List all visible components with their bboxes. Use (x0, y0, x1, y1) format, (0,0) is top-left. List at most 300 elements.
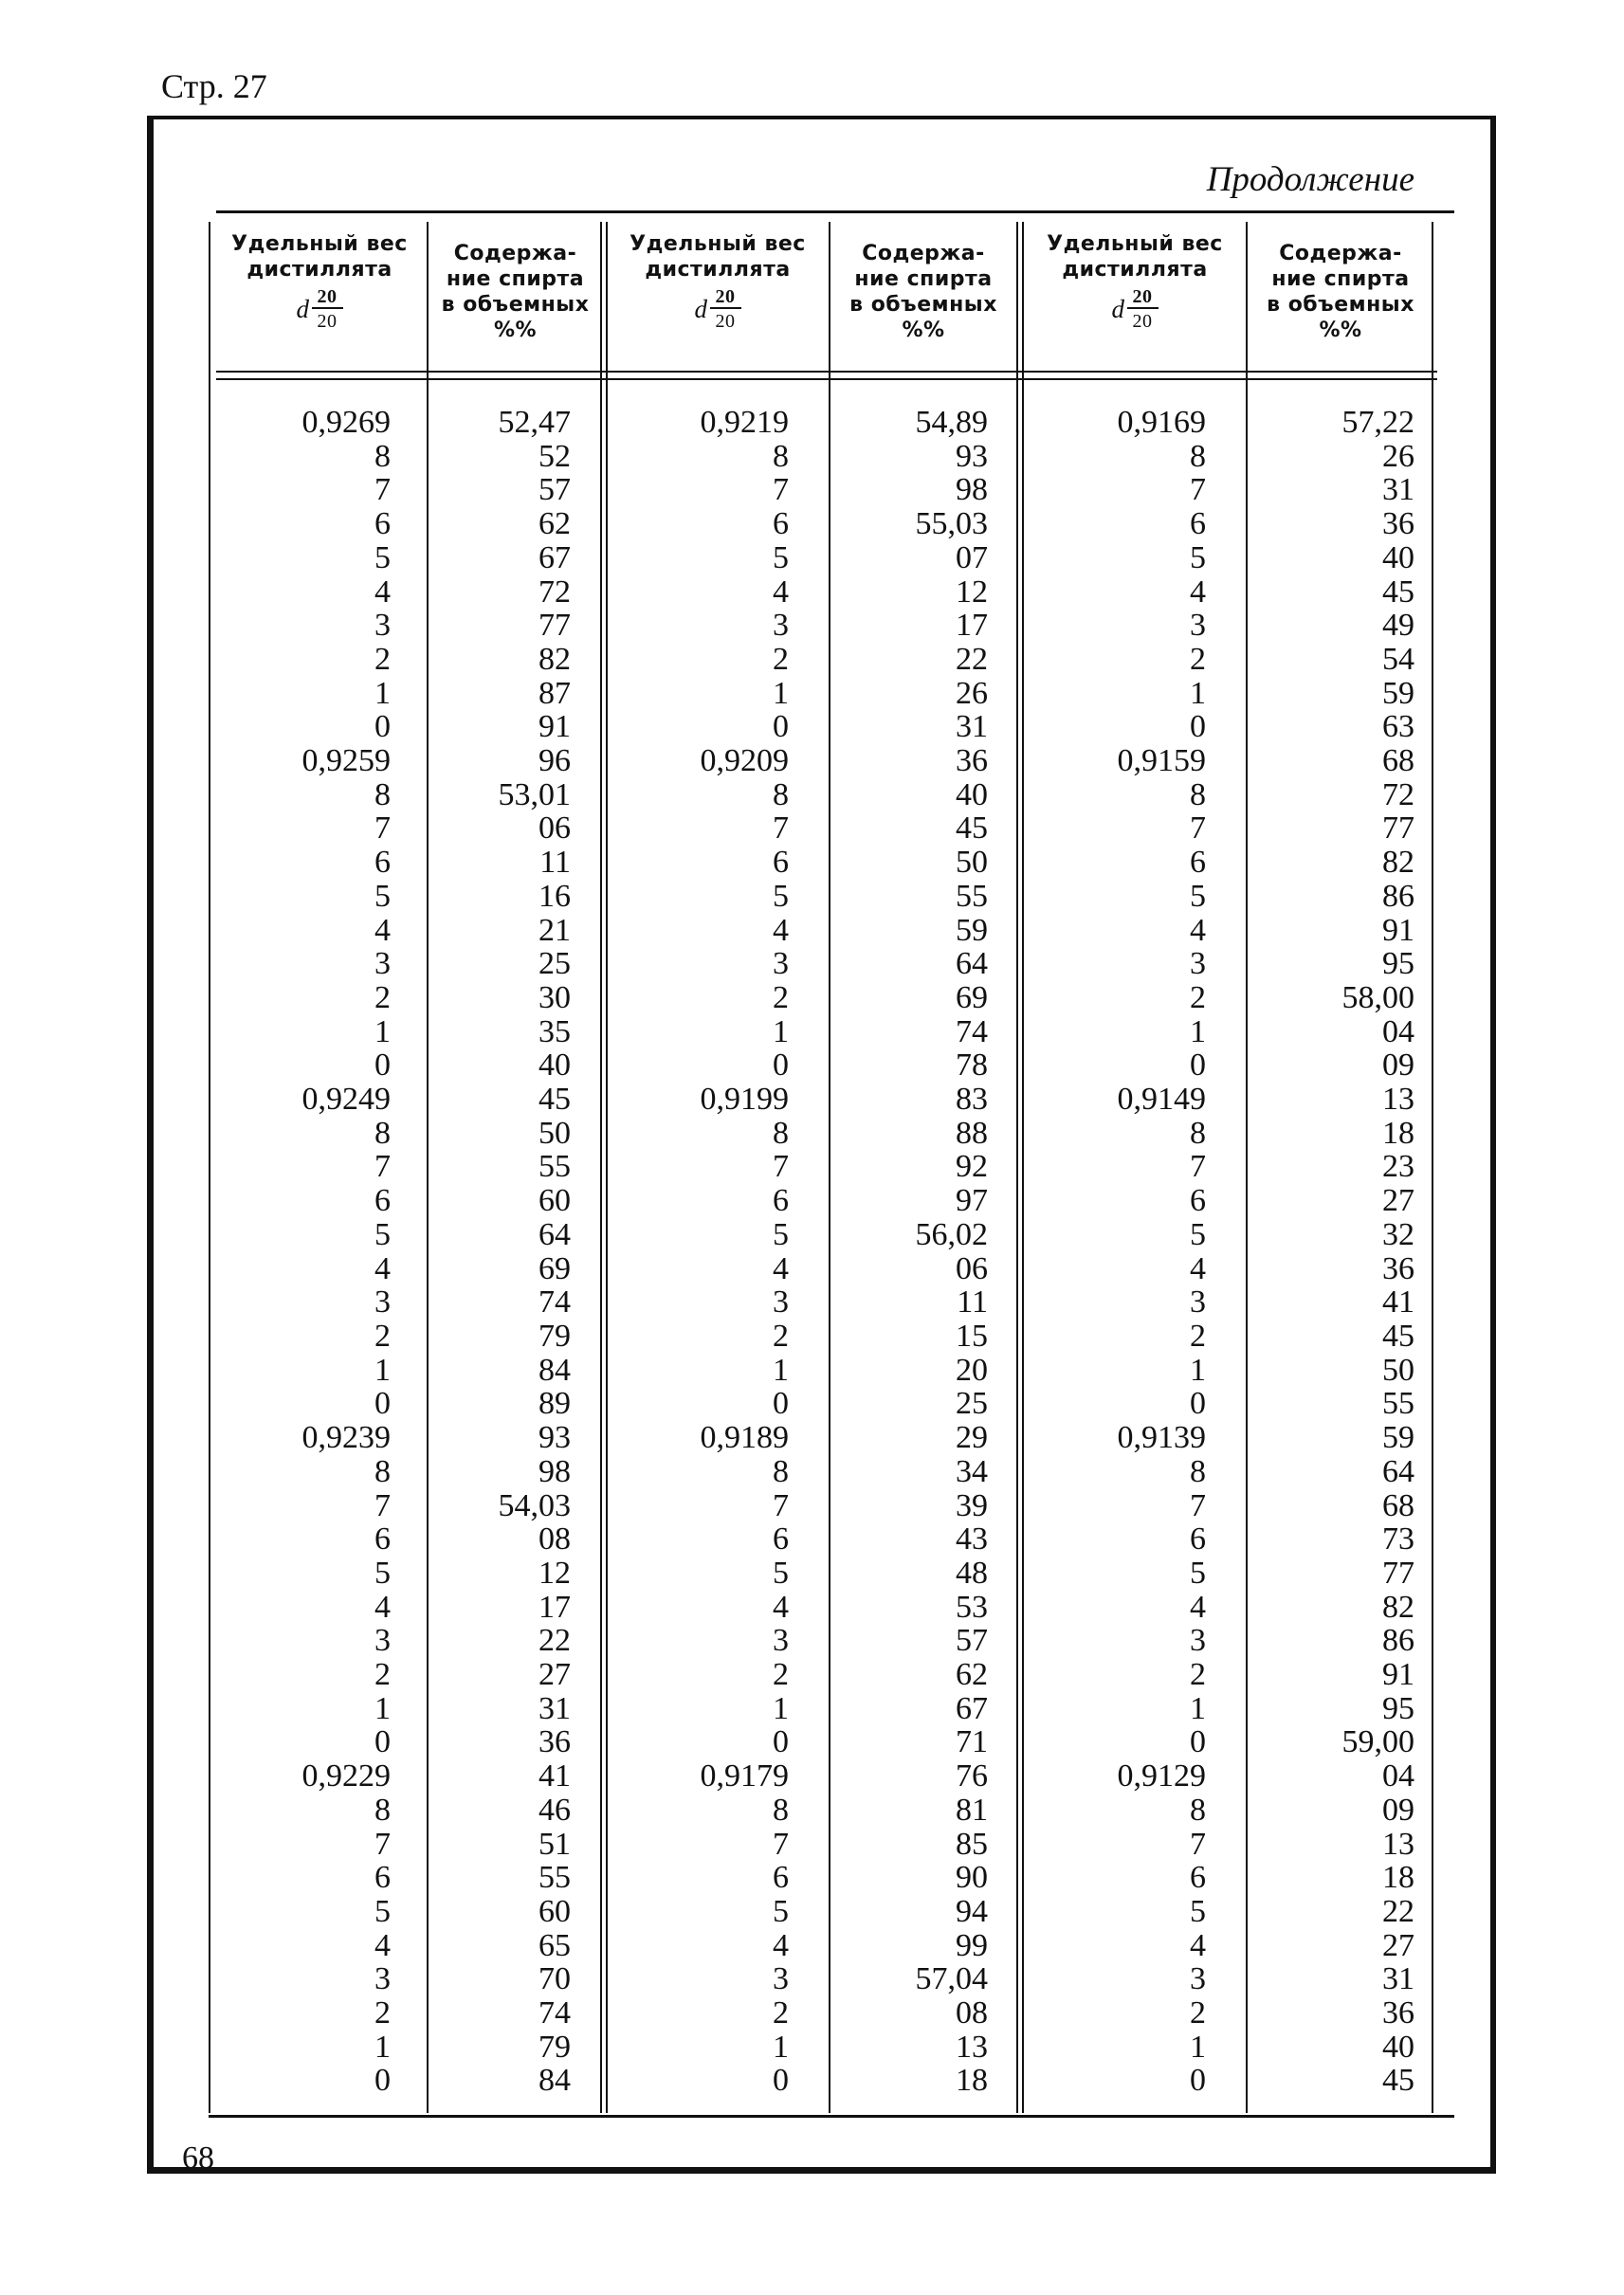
alcohol-cell: 74 (956, 1013, 988, 1049)
density-cell: 4 (773, 1589, 789, 1625)
density-cell: 6 (374, 1521, 391, 1557)
alcohol-cell: 08 (956, 1995, 988, 2031)
density-cell: 6 (1190, 506, 1206, 542)
density-cell: 0,9239 (301, 1420, 391, 1456)
alcohol-cell: 74 (538, 1284, 571, 1321)
alcohol-cell: 11 (957, 1284, 988, 1321)
alcohol-cell: 93 (538, 1420, 571, 1456)
density-cell: 2 (1190, 1657, 1206, 1693)
alcohol-cell: 07 (956, 539, 988, 575)
fraction-numerator: 20 (312, 286, 343, 309)
alcohol-cell: 81 (956, 1792, 988, 1828)
density-cell: 0,9189 (700, 1420, 789, 1456)
density-column (647, 406, 789, 2098)
alcohol-cell: 58,00 (1341, 979, 1414, 1015)
alcohol-cell: 27 (1382, 1183, 1414, 1219)
density-cell: 3 (1190, 946, 1206, 982)
density-cell: 8 (1190, 438, 1206, 474)
alcohol-cell: 89 (538, 1386, 571, 1422)
alcohol-cell: 11 (539, 845, 571, 881)
alcohol-cell: 98 (538, 1453, 571, 1489)
alcohol-cell: 13 (956, 2029, 988, 2065)
density-cell: 0 (1190, 1724, 1206, 1760)
density-cell: 7 (773, 1487, 789, 1523)
d-symbol: d (1111, 294, 1125, 323)
fraction (710, 286, 741, 332)
alcohol-cell: 17 (956, 608, 988, 644)
alcohol-cell: 86 (1382, 878, 1414, 914)
density-cell: 1 (374, 1013, 391, 1049)
alcohol-cell: 99 (956, 1927, 988, 1963)
density-cell: 5 (773, 878, 789, 914)
alcohol-cell: 52,47 (498, 405, 571, 440)
alcohol-cell: 50 (956, 845, 988, 881)
alcohol-cell: 90 (956, 1860, 988, 1896)
alcohol-cell: 62 (956, 1657, 988, 1693)
density-cell: 7 (1190, 1826, 1206, 1862)
density-cell: 2 (773, 1995, 789, 2031)
alcohol-cell: 64 (1382, 1453, 1414, 1489)
density-cell: 0,9269 (301, 405, 391, 440)
fraction-numerator: 20 (710, 286, 741, 309)
density-cell: 1 (1190, 1013, 1206, 1049)
density-cell: 0 (773, 1724, 789, 1760)
alcohol-cell: 79 (538, 2029, 571, 2065)
density-cell: 8 (1190, 776, 1206, 812)
density-cell: 3 (374, 1623, 391, 1659)
density-header-text: Удельный вес дистиллята (630, 232, 806, 282)
alcohol-cell: 67 (538, 539, 571, 575)
alcohol-cell: 08 (538, 1521, 571, 1557)
alcohol-cell: 46 (538, 1792, 571, 1828)
density-cell: 1 (773, 1352, 789, 1388)
density-cell: 5 (1190, 539, 1206, 575)
alcohol-cell: 04 (1382, 1013, 1414, 1049)
alcohol-cell: 48 (956, 1555, 988, 1591)
alcohol-cell: 54,03 (498, 1487, 571, 1523)
alcohol-cell: 36 (956, 743, 988, 779)
alcohol-cell: 29 (956, 1420, 988, 1456)
density-cell: 0 (773, 2063, 789, 2099)
alcohol-cell: 22 (1382, 1893, 1414, 1929)
density-cell: 7 (374, 1149, 391, 1185)
density-cell: 5 (773, 1216, 789, 1252)
density-cell: 3 (1190, 1623, 1206, 1659)
density-cell: 5 (374, 1893, 391, 1929)
density-cell: 1 (374, 2029, 391, 2065)
alcohol-cell: 56,02 (915, 1216, 988, 1252)
alcohol-cell: 31 (956, 709, 988, 745)
density-cell: 4 (374, 1589, 391, 1625)
density-cell: 2 (1190, 641, 1206, 677)
alcohol-cell: 50 (538, 1115, 571, 1151)
density-cell: 8 (374, 438, 391, 474)
alcohol-cell: 25 (538, 946, 571, 982)
density-cell: 1 (374, 1690, 391, 1726)
density-cell: 6 (773, 506, 789, 542)
alcohol-cell: 31 (538, 1690, 571, 1726)
density-cell: 0 (1190, 1386, 1206, 1422)
alcohol-cell: 82 (538, 641, 571, 677)
column-divider (829, 222, 830, 2113)
alcohol-cell: 54 (1382, 641, 1414, 677)
alcohol-cell: 95 (1382, 1690, 1414, 1726)
alcohol-header-line: в объемных (1267, 293, 1414, 317)
alcohol-cell: 09 (1382, 1047, 1414, 1084)
density-cell: 0,9259 (301, 743, 391, 779)
alcohol-cell: 45 (538, 1082, 571, 1118)
group-divider (1016, 222, 1024, 2113)
density-cell: 0 (773, 1047, 789, 1084)
density-cell: 0,9179 (700, 1758, 789, 1794)
density-cell: 1 (1190, 1352, 1206, 1388)
alcohol-cell: 50 (1382, 1352, 1414, 1388)
density-formula (695, 286, 741, 332)
density-cell: 7 (1190, 1487, 1206, 1523)
alcohol-cell: 93 (956, 438, 988, 474)
alcohol-header (432, 241, 598, 343)
alcohol-cell: 53 (956, 1589, 988, 1625)
density-cell: 6 (1190, 845, 1206, 881)
alcohol-cell: 20 (956, 1352, 988, 1388)
alcohol-cell: 36 (538, 1724, 571, 1760)
density-cell: 3 (374, 946, 391, 982)
column-divider (1246, 222, 1248, 2113)
alcohol-header-line: ние спирта (854, 267, 993, 291)
d-symbol: d (694, 294, 708, 323)
alcohol-column (1272, 406, 1414, 2098)
density-cell: 5 (1190, 878, 1206, 914)
density-cell: 0,9209 (700, 743, 789, 779)
density-cell: 2 (374, 1995, 391, 2031)
fraction-denominator: 20 (317, 311, 338, 332)
alcohol-cell: 91 (538, 709, 571, 745)
alcohol-header-line: Содержа- (862, 242, 985, 265)
alcohol-cell: 27 (1382, 1927, 1414, 1963)
density-cell: 6 (374, 1183, 391, 1219)
density-cell: 0 (1190, 709, 1206, 745)
alcohol-cell: 45 (1382, 2063, 1414, 2099)
alcohol-cell: 40 (1382, 2029, 1414, 2065)
density-cell: 8 (773, 438, 789, 474)
density-cell: 2 (773, 979, 789, 1015)
density-cell: 3 (773, 1623, 789, 1659)
density-cell: 4 (1190, 1250, 1206, 1286)
density-cell: 6 (374, 1860, 391, 1896)
alcohol-cell: 83 (956, 1082, 988, 1118)
alcohol-cell: 35 (538, 1013, 571, 1049)
alcohol-cell: 62 (538, 506, 571, 542)
table-bottom-rule (209, 2115, 1454, 2118)
alcohol-cell: 32 (1382, 1216, 1414, 1252)
density-cell: 7 (773, 1826, 789, 1862)
density-cell: 0 (374, 1386, 391, 1422)
alcohol-cell: 55 (956, 878, 988, 914)
alcohol-cell: 21 (538, 912, 571, 948)
alcohol-cell: 43 (956, 1521, 988, 1557)
density-cell: 4 (374, 912, 391, 948)
density-cell: 4 (1190, 574, 1206, 610)
density-cell: 0,9199 (700, 1082, 789, 1118)
density-cell: 1 (1190, 1690, 1206, 1726)
density-cell: 0,9229 (301, 1758, 391, 1794)
density-cell: 7 (374, 811, 391, 847)
density-cell: 8 (374, 776, 391, 812)
density-cell: 3 (1190, 1961, 1206, 1997)
alcohol-header-line: Содержа- (1279, 242, 1402, 265)
alcohol-cell: 36 (1382, 1995, 1414, 2031)
alcohol-cell: 12 (956, 574, 988, 610)
density-cell: 5 (1190, 1555, 1206, 1591)
alcohol-cell: 55,03 (915, 506, 988, 542)
alcohol-cell: 45 (1382, 574, 1414, 610)
density-cell: 8 (773, 1115, 789, 1151)
alcohol-cell: 12 (538, 1555, 571, 1591)
density-cell: 3 (1190, 1284, 1206, 1321)
alcohol-cell: 59 (1382, 1420, 1414, 1456)
alcohol-header-line: в объемных (849, 293, 997, 317)
alcohol-cell: 27 (538, 1657, 571, 1693)
alcohol-cell: 70 (538, 1961, 571, 1997)
alcohol-cell: 64 (956, 946, 988, 982)
density-header (611, 231, 825, 332)
alcohol-cell: 57 (538, 472, 571, 508)
density-cell: 4 (773, 574, 789, 610)
column-divider (427, 222, 429, 2113)
density-cell: 3 (374, 1284, 391, 1321)
density-cell: 7 (374, 1487, 391, 1523)
alcohol-cell: 31 (1382, 1961, 1414, 1997)
density-cell: 7 (773, 811, 789, 847)
density-cell: 8 (1190, 1115, 1206, 1151)
alcohol-cell: 59,00 (1341, 1724, 1414, 1760)
alcohol-cell: 69 (956, 979, 988, 1015)
alcohol-cell: 49 (1382, 608, 1414, 644)
density-cell: 5 (374, 1555, 391, 1591)
alcohol-cell: 63 (1382, 709, 1414, 745)
density-cell: 2 (374, 1657, 391, 1693)
density-cell: 0 (773, 709, 789, 745)
density-cell: 7 (1190, 1149, 1206, 1185)
fraction (312, 286, 343, 332)
density-cell: 0,9169 (1117, 405, 1206, 440)
density-cell: 5 (374, 878, 391, 914)
density-cell: 7 (374, 472, 391, 508)
alcohol-cell: 94 (956, 1893, 988, 1929)
density-cell: 3 (1190, 608, 1206, 644)
density-cell: 5 (773, 539, 789, 575)
alcohol-cell: 77 (1382, 811, 1414, 847)
header-rule (216, 371, 1437, 380)
alcohol-cell: 18 (1382, 1115, 1414, 1151)
alcohol-cell: 22 (538, 1623, 571, 1659)
alcohol-cell: 77 (538, 608, 571, 644)
density-cell: 4 (374, 574, 391, 610)
alcohol-column (438, 406, 571, 2098)
density-cell: 5 (374, 539, 391, 575)
density-cell: 0,9139 (1117, 1420, 1206, 1456)
alcohol-cell: 18 (956, 2063, 988, 2099)
alcohol-cell: 55 (1382, 1386, 1414, 1422)
density-cell: 5 (1190, 1893, 1206, 1929)
density-cell: 8 (1190, 1792, 1206, 1828)
alcohol-cell: 72 (538, 574, 571, 610)
alcohol-cell: 91 (1382, 912, 1414, 948)
density-header-text: Удельный вес дистиллята (231, 232, 408, 282)
alcohol-header-line: %% (1319, 319, 1362, 342)
alcohol-cell: 92 (956, 1149, 988, 1185)
alcohol-cell: 57 (956, 1623, 988, 1659)
density-cell: 0,9149 (1117, 1082, 1206, 1118)
alcohol-cell: 79 (538, 1318, 571, 1354)
alcohol-cell: 60 (538, 1183, 571, 1219)
alcohol-cell: 31 (1382, 472, 1414, 508)
alcohol-cell: 57,22 (1341, 405, 1414, 440)
density-cell: 3 (374, 608, 391, 644)
alcohol-cell: 40 (1382, 539, 1414, 575)
density-cell: 3 (773, 946, 789, 982)
density-cell: 0 (374, 1724, 391, 1760)
density-cell: 1 (1190, 2029, 1206, 2065)
fraction-denominator: 20 (1132, 311, 1153, 332)
density-cell: 2 (773, 641, 789, 677)
alcohol-header-line: %% (493, 319, 538, 342)
density-cell: 6 (1190, 1521, 1206, 1557)
density-cell: 1 (374, 1352, 391, 1388)
alcohol-header-line: %% (902, 319, 945, 342)
alcohol-cell: 97 (956, 1183, 988, 1219)
alcohol-cell: 36 (1382, 1250, 1414, 1286)
density-cell: 0,9129 (1117, 1758, 1206, 1794)
density-cell: 0 (773, 1386, 789, 1422)
page-label: Стр. 27 (161, 67, 267, 105)
alcohol-cell: 55 (538, 1149, 571, 1185)
density-header (1028, 231, 1242, 332)
density-cell: 4 (1190, 1589, 1206, 1625)
density-cell: 5 (1190, 1216, 1206, 1252)
density-cell: 5 (773, 1555, 789, 1591)
density-cell: 3 (773, 1284, 789, 1321)
alcohol-cell: 13 (1382, 1082, 1414, 1118)
density-cell: 8 (1190, 1453, 1206, 1489)
density-cell: 0,9249 (301, 1082, 391, 1118)
alcohol-cell: 26 (1382, 438, 1414, 474)
alcohol-cell: 26 (956, 675, 988, 711)
alcohol-cell: 98 (956, 472, 988, 508)
alcohol-cell: 84 (538, 2063, 571, 2099)
alcohol-cell: 40 (538, 1047, 571, 1084)
density-cell: 8 (374, 1792, 391, 1828)
density-cell: 7 (1190, 472, 1206, 508)
alcohol-cell: 39 (956, 1487, 988, 1523)
alcohol-cell: 78 (956, 1047, 988, 1084)
density-cell: 2 (773, 1318, 789, 1354)
alcohol-cell: 59 (1382, 675, 1414, 711)
density-cell: 0 (374, 1047, 391, 1084)
density-cell: 4 (374, 1250, 391, 1286)
density-cell: 3 (374, 1961, 391, 1997)
alcohol-cell: 45 (1382, 1318, 1414, 1354)
density-cell: 7 (1190, 811, 1206, 847)
alcohol-cell: 72 (1382, 776, 1414, 812)
density-formula (1112, 286, 1159, 332)
alcohol-cell: 23 (1382, 1149, 1414, 1185)
alcohol-cell: 04 (1382, 1758, 1414, 1794)
density-cell: 5 (374, 1216, 391, 1252)
table-frame (147, 116, 1496, 2174)
alcohol-cell: 71 (956, 1724, 988, 1760)
alcohol-cell: 69 (538, 1250, 571, 1286)
density-cell: 8 (374, 1453, 391, 1489)
density-cell: 3 (773, 1961, 789, 1997)
alcohol-cell: 88 (956, 1115, 988, 1151)
density-column (1064, 406, 1206, 2098)
alcohol-cell: 51 (538, 1826, 571, 1862)
alcohol-cell: 96 (538, 743, 571, 779)
alcohol-cell: 57,04 (915, 1961, 988, 1997)
density-cell: 8 (773, 1453, 789, 1489)
alcohol-cell: 85 (956, 1826, 988, 1862)
density-cell: 7 (773, 1149, 789, 1185)
density-cell: 2 (374, 641, 391, 677)
d-symbol: d (296, 294, 310, 323)
density-cell: 1 (374, 675, 391, 711)
density-column (248, 406, 391, 2098)
alcohol-cell: 68 (1382, 1487, 1414, 1523)
alcohol-cell: 40 (956, 776, 988, 812)
alcohol-cell: 60 (538, 1893, 571, 1929)
alcohol-cell: 16 (538, 878, 571, 914)
alcohol-cell: 41 (538, 1758, 571, 1794)
density-header (216, 231, 423, 332)
density-cell: 2 (374, 979, 391, 1015)
density-cell: 0,9219 (700, 405, 789, 440)
alcohol-cell: 09 (1382, 1792, 1414, 1828)
density-header-text: Удельный вес дистиллята (1047, 232, 1223, 282)
alcohol-cell: 64 (538, 1216, 571, 1252)
table-top-rule (216, 210, 1454, 213)
alcohol-cell: 74 (538, 1995, 571, 2031)
density-cell: 4 (1190, 912, 1206, 948)
density-cell: 1 (773, 1690, 789, 1726)
density-cell: 4 (773, 1927, 789, 1963)
alcohol-cell: 25 (956, 1386, 988, 1422)
continuation-label: Продолжение (1206, 160, 1414, 199)
group-divider (600, 222, 608, 2113)
alcohol-cell: 82 (1382, 1589, 1414, 1625)
density-cell: 6 (1190, 1860, 1206, 1896)
density-cell: 0 (374, 2063, 391, 2099)
alcohol-cell: 13 (1382, 1826, 1414, 1862)
alcohol-header-line: Содержа- (453, 242, 577, 265)
alcohol-cell: 34 (956, 1453, 988, 1489)
alcohol-cell: 45 (956, 811, 988, 847)
density-cell: 0 (1190, 1047, 1206, 1084)
alcohol-cell: 41 (1382, 1284, 1414, 1321)
density-cell: 7 (374, 1826, 391, 1862)
alcohol-column (855, 406, 988, 2098)
alcohol-cell: 55 (538, 1860, 571, 1896)
density-cell: 6 (374, 506, 391, 542)
alcohol-cell: 76 (956, 1758, 988, 1794)
density-cell: 6 (773, 845, 789, 881)
fraction-denominator: 20 (715, 311, 736, 332)
alcohol-cell: 73 (1382, 1521, 1414, 1557)
alcohol-cell: 30 (538, 979, 571, 1015)
alcohol-cell: 95 (1382, 946, 1414, 982)
density-cell: 2 (773, 1657, 789, 1693)
alcohol-cell: 77 (1382, 1555, 1414, 1591)
